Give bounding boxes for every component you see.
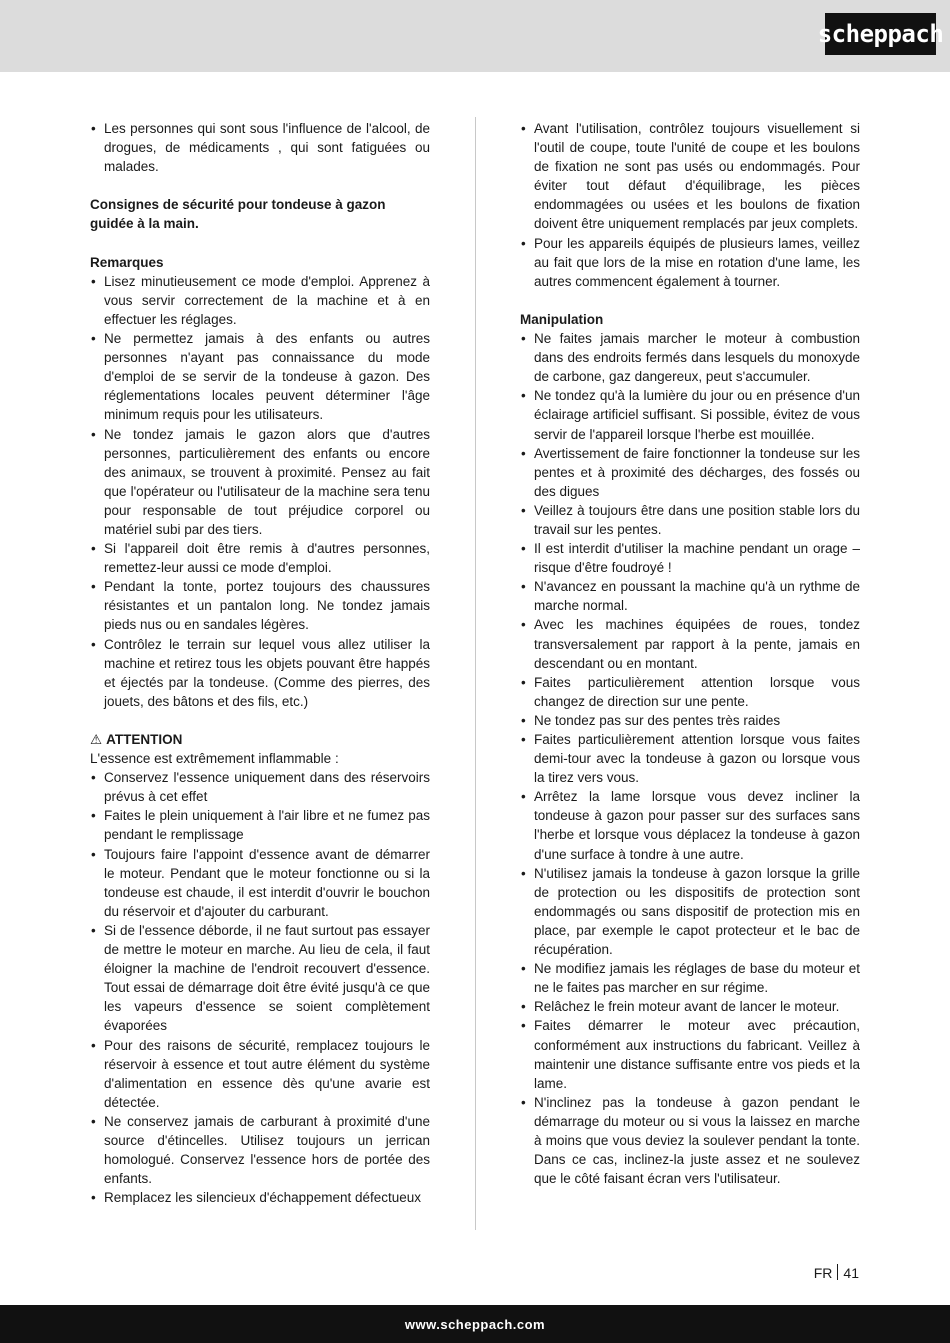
bullet-dot-icon: • — [521, 732, 526, 747]
bullet-dot-icon: • — [91, 1037, 96, 1053]
list-item: • Si l'appareil doit être remis à d'autres personnes, remettez-leur aussi ce mode d'emploi. — [91, 541, 430, 576]
bullet-dot-icon: • — [521, 502, 526, 518]
bullet-dot-icon: • — [521, 712, 526, 728]
list-item: • Faites particulièrement attention lorsque vous faites demi-tour avec la tondeuse à gazon ou lorsque vous la tirez vers vous. — [521, 732, 860, 786]
list-item: • Pour des raisons de sécurité, remplacez toujours le réservoir à essence et tout autre élément du système d'alimentation en essence dès qu'une avarie est détectée. — [91, 1037, 430, 1110]
bullet-dot-icon: • — [521, 617, 526, 633]
list-item: • Si de l'essence déborde, il ne faut surtout pas essayer de mettre le moteur en marche. Au lieu de cela, il faut éloigner la machine de l'endroit recouvert d'essence. Tout essai de démarrage doit être évité jusqu'à ce que les vapeurs d'essence se soient complètement évaporées — [91, 922, 430, 1034]
bullet-dot-icon: • — [521, 674, 526, 690]
list-item: • Arrêtez la lame lorsque vous devez incliner la tondeuse à gazon pour passer sur des surfaces sans l'herbe et lorsque vous déplacez la tondeuse à gazon d'une surface à tondre à une autre. — [521, 789, 860, 862]
list-item: • Ne permettez jamais à des enfants ou autres personnes n'ayant pas connaissance du mode d'emploi de se servir de la tondeuse à gazon. Des réglementations locales peuvent déterminer l'âge minimum requis pour les utilisateurs. — [91, 331, 430, 423]
list-item: • Faites particulièrement attention lorsque vous changez de direction sur une pente. — [521, 674, 860, 709]
bullet-dot-icon: • — [521, 1094, 526, 1110]
list-item: • Contrôlez le terrain sur lequel vous allez utiliser la machine et retirez tous les objets pouvant être happés et éjectés par la tondeuse. (Comme des pierres, des jouets, des bâtons et des fils, etc.) — [91, 636, 430, 709]
bullet-dot-icon: • — [521, 445, 526, 461]
bullet-dot-icon: • — [91, 1113, 96, 1129]
left-column — [90, 119, 430, 1207]
attention-intro: L'essence est extrêmement inflammable : — [90, 751, 339, 767]
list-item: • N'utilisez jamais la tondeuse à gazon lorsque la grille de protection ou les dispositifs de protection sont endommagés ou sans dispositif de protection mis en place, par exemple le capot protecteur et le bac de récupération. — [521, 865, 860, 958]
bullet-dot-icon: • — [521, 999, 526, 1015]
right-column — [520, 119, 860, 1188]
bullet-dot-icon: • — [521, 865, 526, 881]
bullet-dot-icon: • — [521, 121, 526, 136]
section-title: Consignes de sécurité pour tondeuse à gazon guidée à la main. — [90, 197, 386, 232]
list-item: • Ne modifiez jamais les réglages de base du moteur et ne le faites pas marcher en sur régime. — [521, 961, 860, 996]
remarks-heading: Remarques — [90, 254, 164, 270]
bullet-dot-icon: • — [521, 235, 526, 251]
list-item: • Conservez l'essence uniquement dans des réservoirs prévus à cet effet — [91, 770, 430, 805]
attention-list — [90, 768, 430, 1207]
list-item: • Ne conservez jamais de carburant à proximité d'une source d'étincelles. Utilisez toujours un jerrican homologué. Conservez l'essence hors de portée des enfants. — [91, 1113, 430, 1187]
intro-list — [520, 119, 860, 291]
bullet-dot-icon: • — [521, 388, 526, 404]
footer-band — [0, 1305, 950, 1343]
column-divider — [475, 117, 476, 1230]
list-item: • Ne faites jamais marcher le moteur à combustion dans des endroits fermés dans lesquels du monoxyde de carbone, gaz dangereux, peut s'accumuler. — [521, 331, 860, 385]
bullet-dot-icon: • — [91, 636, 96, 652]
list-item: • Remplacez les silencieux d'échappement défectueux — [90, 1188, 430, 1207]
website-link[interactable]: www.scheppach.com — [404, 1316, 546, 1332]
brand-logo: scheppach — [825, 13, 936, 55]
list-item: • Avertissement de faire fonctionner la tondeuse sur les pentes et à proximité des décharges, des fossés ou des digues — [521, 445, 860, 499]
bullet-dot-icon: • — [91, 541, 96, 557]
list-item: • Il est interdit d'utiliser la machine pendant un orage – risque d'être foudroyé ! — [521, 541, 860, 576]
page-number — [814, 1264, 859, 1281]
bullet-dot-icon: • — [91, 426, 96, 442]
bullet-dot-icon: • — [91, 922, 96, 938]
list-item: • Ne tondez pas sur des pentes très raides — [520, 711, 860, 730]
list-item: • N'avancez en poussant la machine qu'à un rythme de marche normal. — [521, 579, 860, 614]
attention-heading: ⚠ ATTENTION — [90, 730, 430, 749]
intro-list — [90, 119, 430, 176]
bullet-dot-icon: • — [91, 846, 96, 862]
list-item: • Pendant la tonte, portez toujours des chaussures résistantes et un pantalon long. Ne tondez jamais pieds nus ou en sandales légères. — [91, 579, 430, 633]
list-item: • Lisez minutieusement ce mode d'emploi. Apprenez à vous servir correctement de la machine et à en effectuer les réglages. — [91, 273, 430, 327]
list-item: • Relâchez le frein moteur avant de lancer le moteur. — [520, 997, 860, 1016]
list-item: • Faites démarrer le moteur avec précaution, conformément aux instructions du fabricant. Veillez à maintenir une distance suffisante entre vos pieds et la lame. — [521, 1018, 860, 1091]
bullet-dot-icon: • — [91, 770, 96, 786]
bullet-dot-icon: • — [91, 579, 96, 595]
manipulation-heading: Manipulation — [520, 311, 604, 327]
list-item: • Avec les machines équipées de roues, tondez transversalement par rapport à la pente, jamais en descendant ou en montant. — [521, 617, 860, 671]
bullet-dot-icon: • — [91, 808, 96, 824]
bullet-dot-icon: • — [521, 789, 526, 805]
header-band — [0, 0, 950, 72]
warning-triangle-icon: ⚠ — [90, 732, 103, 747]
list-item: • Faites le plein uniquement à l'air libre et ne fumez pas pendant le remplissage — [91, 808, 430, 843]
bullet-dot-icon: • — [91, 273, 96, 289]
list-item: • Avant l'utilisation, contrôlez toujours visuellement si l'outil de coupe, toute l'unité de coupe et les boulons de fixation ne sont pas usés ou endommagés. Pour éviter tout défaut d'équilibrage, les pièces endommagées ou usées et les boulons de fixation doivent être uniquement remplacés par jeux complets. — [521, 121, 860, 232]
list-item: • Veillez à toujours être dans une position stable lors du travail sur les pentes. — [521, 502, 860, 537]
remarks-list — [90, 272, 430, 711]
bullet-dot-icon: • — [91, 331, 96, 347]
page-separator — [837, 1264, 838, 1280]
page-index: 41 — [843, 1265, 859, 1281]
bullet-dot-icon: • — [521, 961, 526, 977]
bullet-dot-icon: • — [521, 331, 526, 347]
list-item: • Ne tondez jamais le gazon alors que d'autres personnes, particulièrement des enfants ou encore des animaux, se trouvent à proximité. Pensez au fait que l'opérateur ou l'utilisateur de la machine sera tenu pour responsable de tout préjudice corporel ou matériel subi par des tiers. — [91, 426, 430, 537]
list-item: • Ne tondez qu'à la lumière du jour ou en présence d'un éclairage artificiel suffisant. Si possible, évitez de vous servir de l'appareil lorsque l'herbe est mouillée. — [521, 388, 860, 442]
list-item: • N'inclinez pas la tondeuse à gazon pendant le démarrage du moteur ou si vous la laissez en marche à moins que vous deviez la soulever pendant la tonte. Dans ce cas, inclinez-la juste assez et ne soulevez que le côté faisant écran vers l'utilisateur. — [521, 1094, 860, 1187]
bullet-dot-icon: • — [521, 1018, 526, 1034]
bullet-dot-icon: • — [91, 1190, 96, 1206]
bullet-dot-icon: • — [521, 579, 526, 595]
language-code: FR — [813, 1265, 833, 1281]
bullet-dot-icon: • — [521, 541, 526, 557]
bullet-dot-icon: • — [91, 121, 96, 136]
manipulation-list — [520, 329, 860, 1188]
list-item: • Toujours faire l'appoint d'essence avant de démarrer le moteur. Pendant que le moteur fonctionne ou si la tondeuse est chaude, il est interdit d'ouvrir le bouchon du réservoir et d'ajouter du carburant. — [91, 846, 430, 919]
list-item: • Pour les appareils équipés de plusieurs lames, veillez au fait que lors de la mise en rotation d'une lame, les autres commencent également à tourner. — [521, 235, 860, 289]
list-item: • Les personnes qui sont sous l'influence de l'alcool, de drogues, de médicaments , qui sont fatiguées ou malades. — [91, 121, 430, 175]
